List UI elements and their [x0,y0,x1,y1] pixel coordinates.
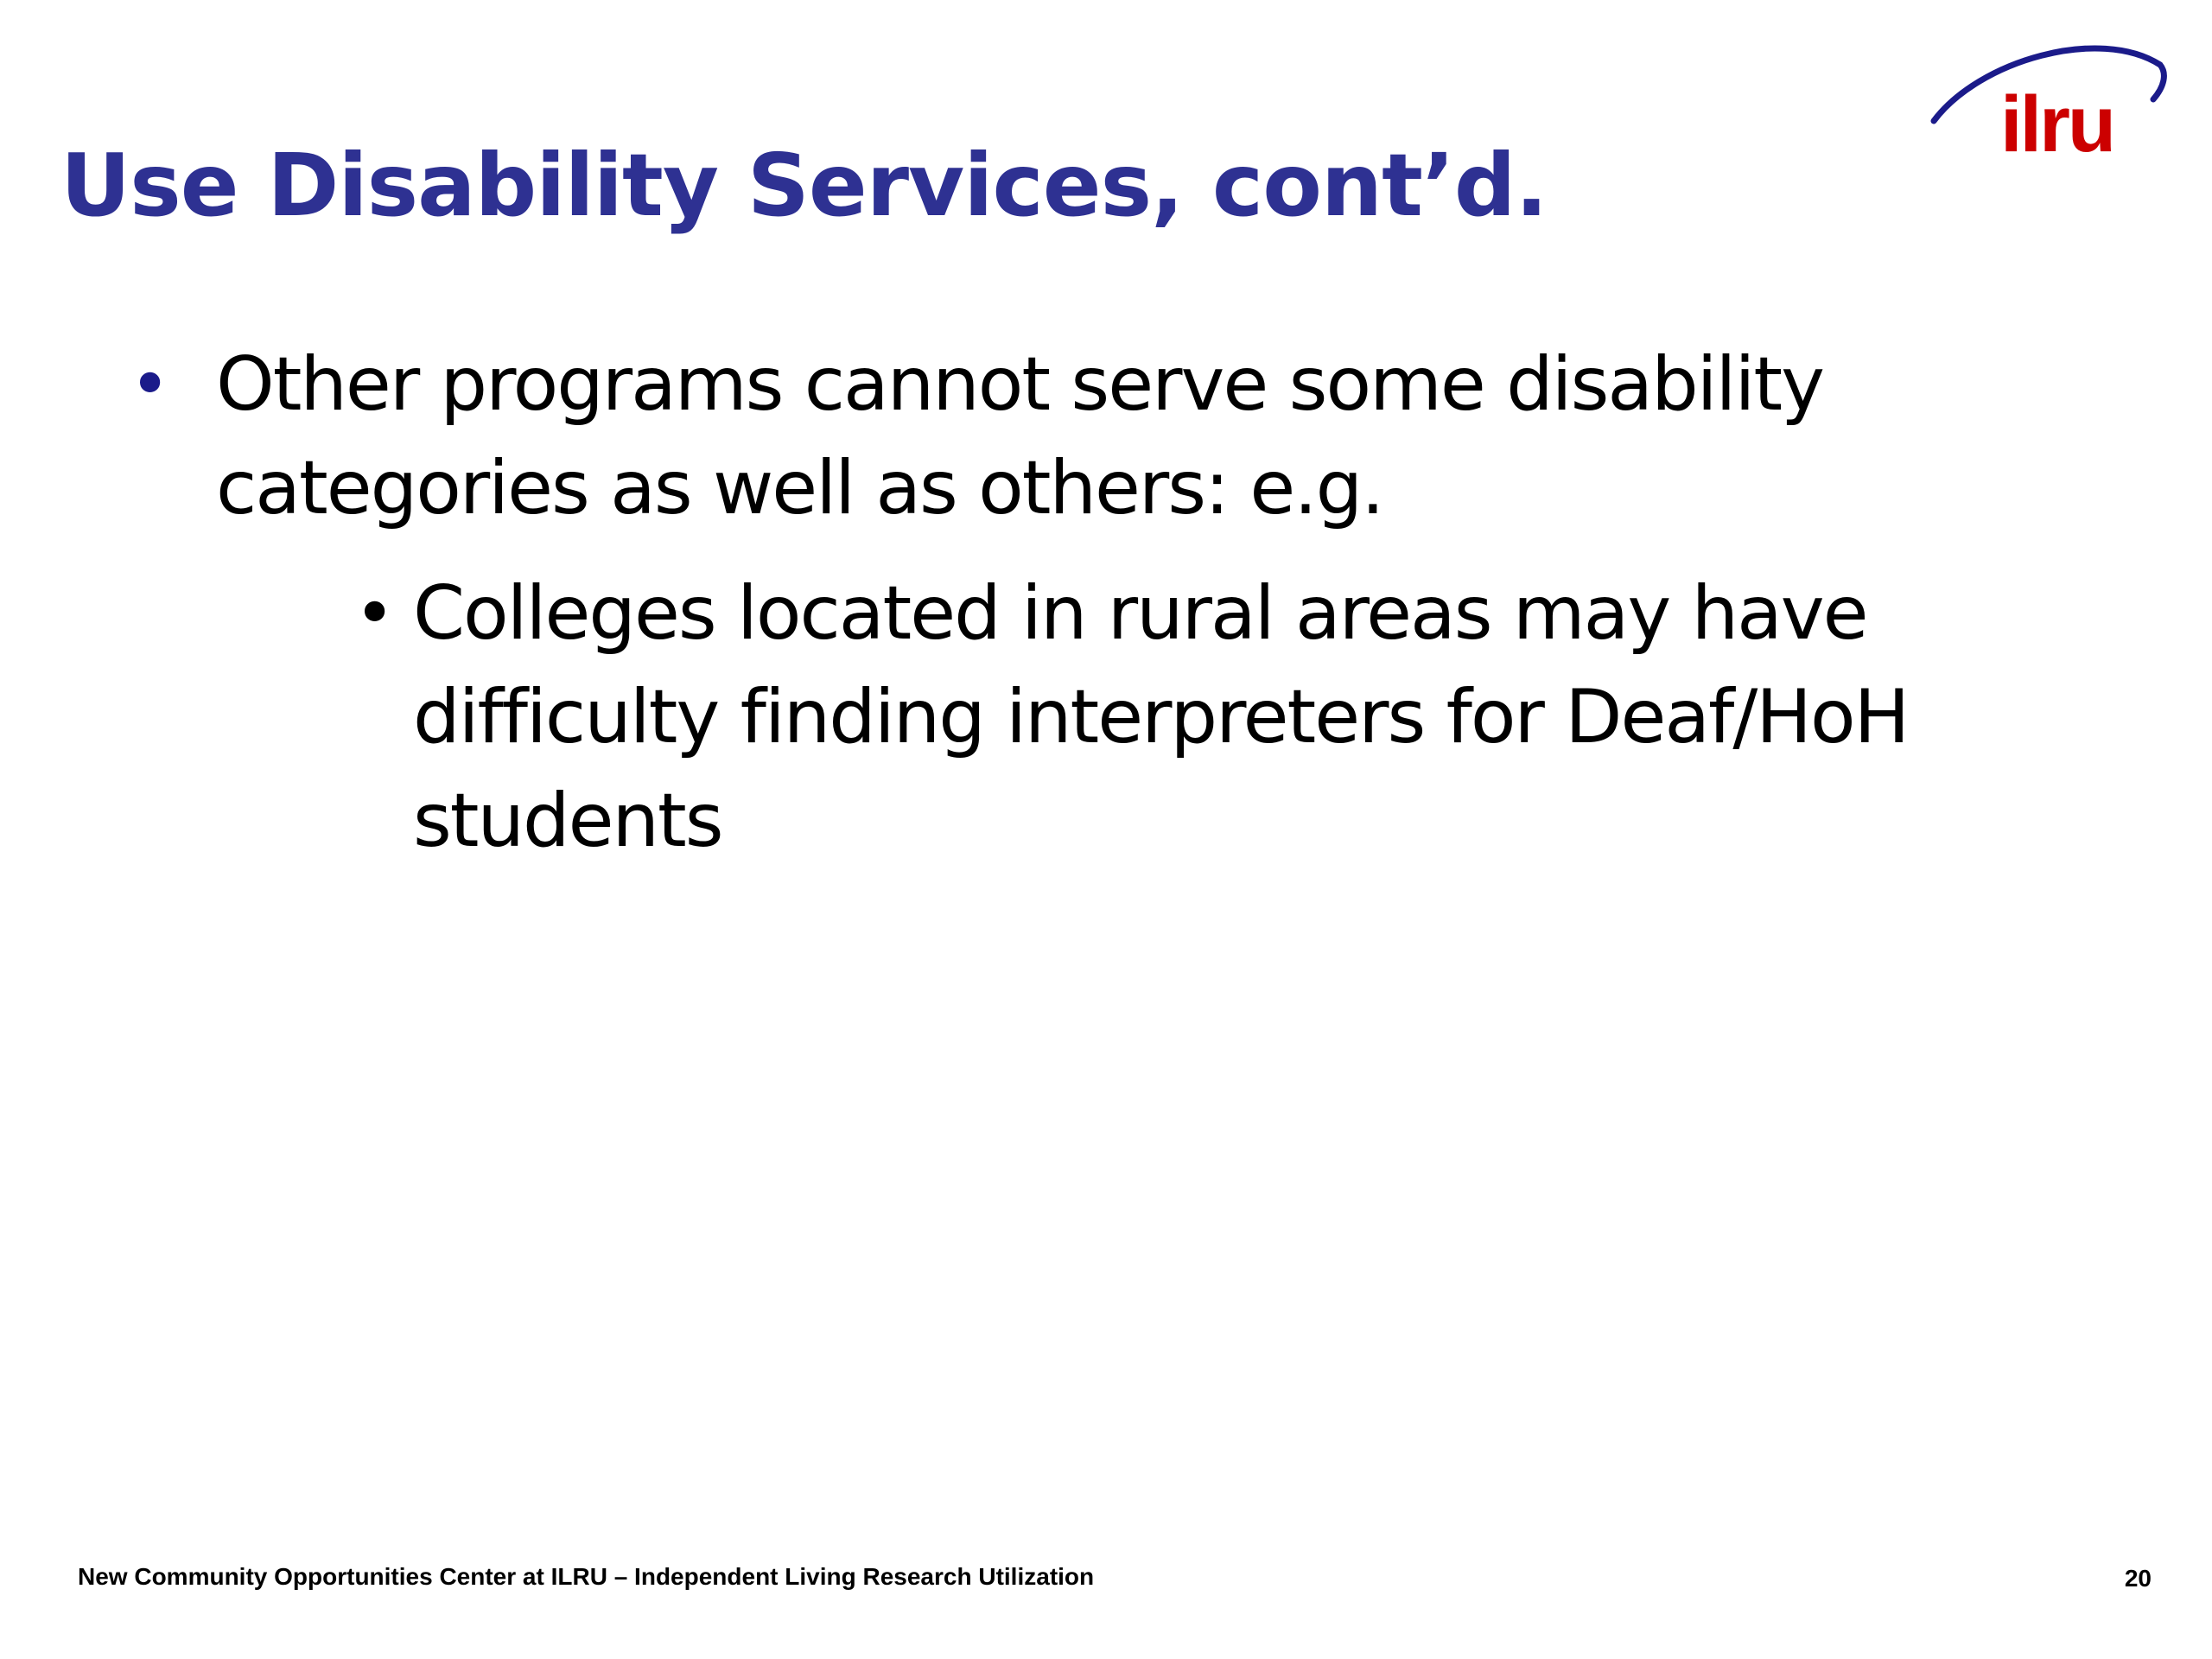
sub-bullet-dot-icon: • [354,573,396,653]
logo-text: ilru [2000,80,2114,164]
bullet-item [130,333,2117,540]
slide-footer: New Community Opportunities Center at ILRU – Independent Living Research Utilization [78,1563,1095,1590]
bullet-dot-icon: • [130,344,171,424]
slide-title: Use Disability Services, cont’d. [60,135,1548,236]
sub-bullet-text: Colleges located in rural areas may have difficulty finding interpreters for Deaf/HoH students [413,570,1909,864]
sub-bullet-item [354,562,2134,873]
page-number: 20 [2124,1565,2152,1592]
ilru-logo-icon [1927,35,2169,164]
bullet-text: Other programs cannot serve some disability categories as well as others: e.g. [216,341,1823,531]
